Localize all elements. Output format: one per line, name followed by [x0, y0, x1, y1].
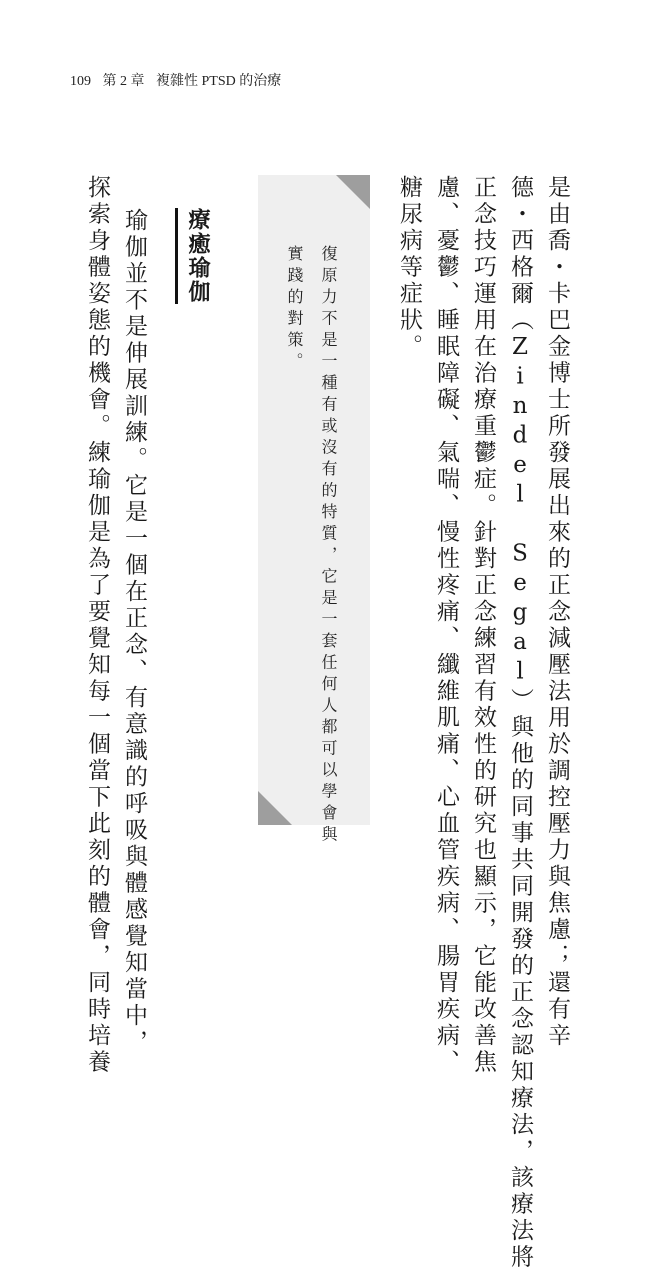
paragraph-1-line-3: 正念技巧運用在治療重鬱症。針對正念練習有效性的研究也顯示，它能改善焦 [470, 175, 496, 1076]
running-header [70, 70, 289, 90]
pull-quote-line-1: 復原力不是一種有或沒有的特質，它是一套任何人都可以學會與 [319, 245, 338, 847]
quote-corner-decoration-bottom [258, 791, 292, 825]
paragraph-2-line-1: 瑜伽並不是伸展訓練。它是一個在正念、有意識的呼吸與體感覺知當中， [121, 208, 147, 1056]
paragraph-1-line-4: 慮、憂鬱、睡眠障礙、氣喘、慢性疼痛、纖維肌痛、心血管疾病、腸胃疾病、 [433, 175, 459, 1076]
page-number: 109 [70, 74, 91, 89]
section-heading: 療癒瑜伽 [175, 208, 208, 304]
pull-quote-line-2: 實踐的對策。 [285, 245, 304, 374]
paragraph-1-line-1: 是由喬・卡巴金博士所發展出來的正念減壓法用於調控壓力與焦慮；還有辛 [544, 175, 570, 1050]
chapter-label: 第 2 章 [102, 74, 145, 89]
paragraph-1-line-2: 德・西格爾（Zindel Segal）與他的同事共同開發的正念認知療法，該療法將 [507, 175, 533, 1271]
pull-quote-box [258, 175, 370, 847]
chapter-title: 複雜性 PTSD 的治療 [156, 74, 282, 89]
paragraph-1-line-5: 糖尿病等症狀。 [396, 175, 422, 361]
paragraph-2-line-2: 探索身體姿態的機會。練瑜伽是為了要覺知每一個當下此刻的體會，同時培養 [84, 175, 110, 1076]
quote-corner-decoration-top [336, 175, 370, 209]
